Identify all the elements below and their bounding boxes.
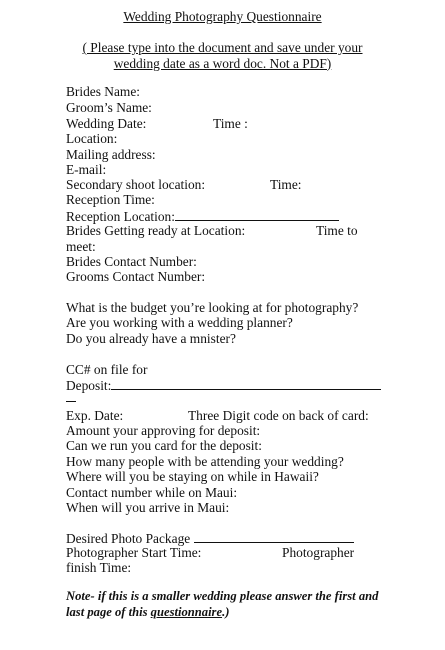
deposit-label: Deposit:: [66, 378, 112, 393]
grooms-name-label: Groom’s Name:: [66, 100, 152, 115]
wedding-time-label: Time :: [213, 116, 248, 131]
three-digit-code-label: Three Digit code on back of card:: [188, 408, 369, 423]
reception-location-row: [66, 208, 339, 224]
grooms-contact-label: Grooms Contact Number:: [66, 269, 206, 284]
mailing-address-label: Mailing address:: [66, 147, 156, 162]
secondary-location-label: Secondary shoot location:: [66, 177, 206, 192]
hawaii-stay-question: Where will you be staying on while in Hawaii?: [66, 469, 319, 484]
deposit-blank[interactable]: [111, 377, 381, 390]
run-card-label: Can we run you card for the deposit:: [66, 438, 262, 453]
desired-package-label: Desired Photo Package: [66, 531, 191, 546]
note-tail: .): [222, 605, 230, 619]
time-to-label: Time to: [316, 223, 358, 238]
photographer-label: Photographer: [282, 545, 355, 560]
secondary-time-label: Time:: [270, 177, 302, 192]
desired-package-blank[interactable]: [194, 530, 354, 543]
reception-location-label: Reception Location:: [66, 209, 175, 224]
brides-name-label: Brides Name:: [66, 84, 141, 99]
maui-contact-label: Contact number while on Maui:: [66, 485, 238, 500]
note-lead: Note- if this is a smaller wedding please answer the first and last page of this: [66, 589, 379, 619]
cc-on-file-label: CC# on file for: [66, 362, 148, 377]
instruction-text: ( Please type into the document and save under your wedding date as a word doc. Not a PDF): [82, 40, 363, 71]
start-time-label: Photographer Start Time:: [66, 545, 202, 560]
deposit-amount-label: Amount your approving for deposit:: [66, 423, 261, 438]
reception-location-blank[interactable]: [175, 208, 339, 221]
minister-question: Do you already have a mnister?: [66, 331, 236, 346]
deposit-blank-continuation: [66, 393, 76, 402]
desired-package-row: [66, 530, 354, 546]
reception-time-label: Reception Time:: [66, 192, 155, 207]
deposit-row: [66, 377, 381, 393]
document-title: Wedding Photography Questionnaire: [123, 9, 322, 24]
wedding-date-label: Wedding Date:: [66, 116, 147, 131]
meet-label: meet:: [66, 239, 96, 254]
note-questionnaire-word: questionnaire: [150, 605, 223, 619]
guest-count-question: How many people with be attending your wedding?: [66, 454, 344, 469]
email-label: E-mail:: [66, 162, 107, 177]
maui-arrival-label: When will you arrive in Maui:: [66, 500, 230, 515]
brides-getting-ready-label: Brides Getting ready at Location:: [66, 223, 246, 238]
exp-date-label: Exp. Date:: [66, 408, 124, 423]
budget-question: What is the budget you’re looking at for photography?: [66, 300, 359, 315]
brides-contact-label: Brides Contact Number:: [66, 254, 197, 269]
finish-time-label: finish Time:: [66, 560, 132, 575]
planner-question: Are you working with a wedding planner?: [66, 315, 293, 330]
location-label: Location:: [66, 131, 118, 146]
small-wedding-note: [66, 588, 386, 620]
